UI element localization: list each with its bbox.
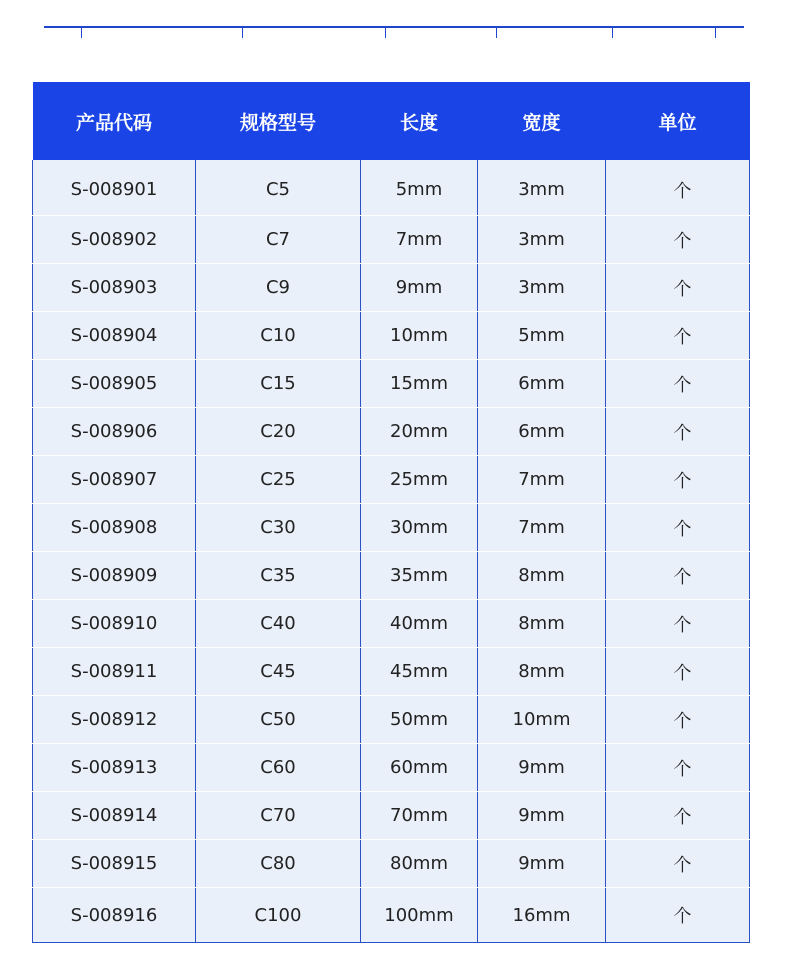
cell-length: 45mm [361, 648, 478, 696]
cell-unit: 个 [606, 792, 750, 840]
cell-width: 9mm [478, 744, 606, 792]
cell-length: 15mm [361, 360, 478, 408]
cell-product-code: S-008915 [33, 840, 196, 888]
table-row [33, 504, 750, 552]
cell-model: C80 [196, 840, 361, 888]
header-length: 长度 [361, 82, 478, 160]
cell-length: 25mm [361, 456, 478, 504]
cell-unit: 个 [606, 456, 750, 504]
cell-width: 6mm [478, 408, 606, 456]
cell-product-code: S-008909 [33, 552, 196, 600]
cell-length: 60mm [361, 744, 478, 792]
cell-model: C15 [196, 360, 361, 408]
cell-length: 9mm [361, 264, 478, 312]
table-row [33, 312, 750, 360]
cell-width: 6mm [478, 360, 606, 408]
cell-product-code: S-008907 [33, 456, 196, 504]
table-row [33, 360, 750, 408]
header-product-code: 产品代码 [33, 82, 196, 160]
ruler-tick [496, 26, 497, 38]
table-row [33, 216, 750, 264]
table-header [33, 82, 750, 160]
ruler-tick [81, 26, 82, 38]
cell-product-code: S-008902 [33, 216, 196, 264]
cell-length: 30mm [361, 504, 478, 552]
cell-width: 3mm [478, 264, 606, 312]
ruler-tick [385, 26, 386, 38]
cell-width: 8mm [478, 552, 606, 600]
cell-product-code: S-008906 [33, 408, 196, 456]
cell-product-code: S-008901 [33, 160, 196, 216]
cell-length: 10mm [361, 312, 478, 360]
cell-model: C20 [196, 408, 361, 456]
cell-length: 50mm [361, 696, 478, 744]
cell-length: 5mm [361, 160, 478, 216]
cell-product-code: S-008913 [33, 744, 196, 792]
cell-length: 80mm [361, 840, 478, 888]
cell-width: 5mm [478, 312, 606, 360]
cell-unit: 个 [606, 696, 750, 744]
ruler-tick [242, 26, 243, 38]
cell-model: C45 [196, 648, 361, 696]
table-row [33, 408, 750, 456]
cell-unit: 个 [606, 264, 750, 312]
cell-unit: 个 [606, 216, 750, 264]
cell-width: 7mm [478, 456, 606, 504]
cell-unit: 个 [606, 552, 750, 600]
cell-length: 35mm [361, 552, 478, 600]
cell-width: 8mm [478, 600, 606, 648]
table-row [33, 600, 750, 648]
cell-model: C5 [196, 160, 361, 216]
top-ruler [44, 26, 744, 40]
table-row [33, 888, 750, 943]
cell-product-code: S-008910 [33, 600, 196, 648]
cell-model: C10 [196, 312, 361, 360]
cell-model: C7 [196, 216, 361, 264]
table-row [33, 456, 750, 504]
cell-width: 16mm [478, 888, 606, 943]
cell-unit: 个 [606, 888, 750, 943]
cell-product-code: S-008904 [33, 312, 196, 360]
cell-product-code: S-008912 [33, 696, 196, 744]
cell-unit: 个 [606, 840, 750, 888]
cell-unit: 个 [606, 744, 750, 792]
cell-unit: 个 [606, 408, 750, 456]
cell-unit: 个 [606, 504, 750, 552]
cell-product-code: S-008911 [33, 648, 196, 696]
spec-table [32, 82, 750, 943]
cell-model: C100 [196, 888, 361, 943]
table-row [33, 744, 750, 792]
cell-model: C25 [196, 456, 361, 504]
ruler-line [44, 26, 744, 28]
table-body [33, 160, 750, 943]
cell-length: 100mm [361, 888, 478, 943]
table-row [33, 552, 750, 600]
table-row [33, 792, 750, 840]
cell-model: C70 [196, 792, 361, 840]
cell-length: 7mm [361, 216, 478, 264]
table-row [33, 264, 750, 312]
cell-width: 3mm [478, 160, 606, 216]
cell-unit: 个 [606, 648, 750, 696]
table-row [33, 160, 750, 216]
cell-length: 20mm [361, 408, 478, 456]
table-row [33, 696, 750, 744]
cell-product-code: S-008916 [33, 888, 196, 943]
table-row [33, 840, 750, 888]
cell-width: 10mm [478, 696, 606, 744]
cell-width: 7mm [478, 504, 606, 552]
cell-model: C60 [196, 744, 361, 792]
cell-unit: 个 [606, 312, 750, 360]
cell-model: C40 [196, 600, 361, 648]
cell-product-code: S-008914 [33, 792, 196, 840]
cell-model: C50 [196, 696, 361, 744]
cell-model: C9 [196, 264, 361, 312]
cell-width: 8mm [478, 648, 606, 696]
cell-width: 9mm [478, 792, 606, 840]
cell-length: 40mm [361, 600, 478, 648]
cell-width: 3mm [478, 216, 606, 264]
ruler-tick [612, 26, 613, 38]
cell-width: 9mm [478, 840, 606, 888]
cell-unit: 个 [606, 160, 750, 216]
cell-unit: 个 [606, 600, 750, 648]
header-unit: 单位 [606, 82, 750, 160]
cell-product-code: S-008905 [33, 360, 196, 408]
header-row [33, 82, 750, 160]
table-row [33, 648, 750, 696]
cell-product-code: S-008908 [33, 504, 196, 552]
cell-model: C30 [196, 504, 361, 552]
cell-length: 70mm [361, 792, 478, 840]
cell-unit: 个 [606, 360, 750, 408]
header-model: 规格型号 [196, 82, 361, 160]
ruler-tick [715, 26, 716, 38]
header-width: 宽度 [478, 82, 606, 160]
cell-model: C35 [196, 552, 361, 600]
cell-product-code: S-008903 [33, 264, 196, 312]
